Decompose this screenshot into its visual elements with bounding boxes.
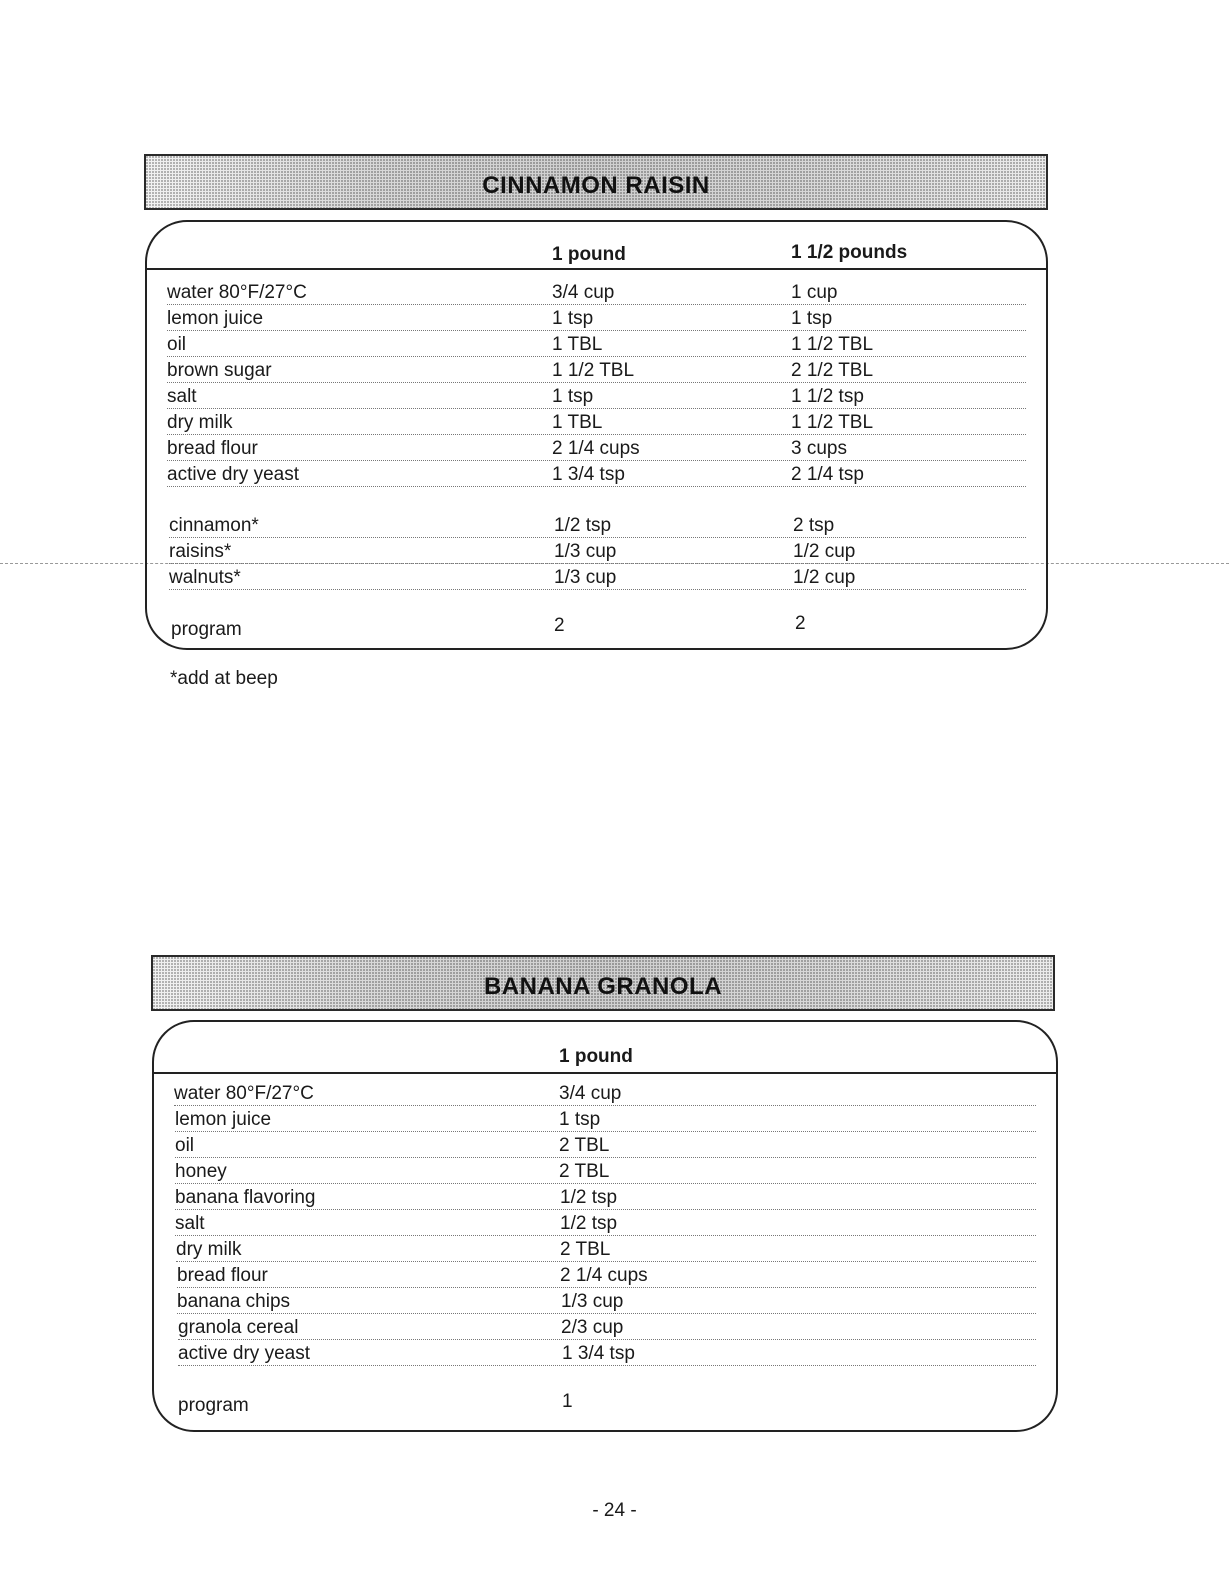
ingredient-row [175,1134,1036,1160]
program-1-pound: 2 [554,615,565,636]
ingredient-name: raisins* [169,541,232,562]
ingredient-name: bread flour [167,438,258,459]
column-header-1-pound: 1 pound [552,244,626,265]
amount-1-5-pounds: 1 tsp [791,308,833,329]
amount-1-pound: 1/3 cup [554,567,617,588]
ingredient-name: banana chips [177,1291,291,1312]
amount-1-pound: 1 3/4 tsp [562,1343,635,1364]
ingredient-name: dry milk [176,1239,242,1260]
amount-1-pound: 1 TBL [552,412,603,433]
ingredient-row [167,385,1026,411]
add-in-row [169,566,1026,592]
program-row [178,1391,1036,1420]
column-header-1-5-pounds: 1 1/2 pounds [791,242,908,263]
add-in-row [169,514,1026,540]
ingredient-row [177,1290,1036,1316]
ingredient-row [178,1316,1036,1342]
ingredient-row [167,307,1026,333]
amount-1-pound: 1 tsp [552,386,594,407]
program-label: program [171,619,242,640]
ingredient-row [175,1160,1036,1186]
ingredient-row [175,1108,1036,1134]
amount-1-pound: 1/2 tsp [554,515,612,536]
program-1-5-pounds: 2 [795,613,806,634]
program-1-pound: 1 [562,1391,573,1412]
footnote: *add at beep [170,668,278,689]
ingredient-row [167,463,1026,489]
amount-1-pound: 2 TBL [559,1135,610,1156]
amount-1-5-pounds: 2 tsp [793,515,835,536]
amount-1-pound: 1 tsp [552,308,594,329]
amount-1-pound: 1 TBL [552,334,603,355]
ingredient-row [176,1238,1036,1264]
ingredient-name: water 80°F/27°C [174,1083,314,1104]
ingredient-row [174,1082,1036,1108]
amount-1-pound: 1 1/2 TBL [552,360,635,381]
ingredient-name: water 80°F/27°C [167,282,307,303]
amount-1-pound: 1/3 cup [561,1291,624,1312]
header-divider [154,1072,1056,1074]
ingredient-name: oil [175,1135,195,1156]
recipe-title: BANANA GRANOLA [483,973,723,1000]
amount-1-pound: 2 1/4 cups [552,438,640,459]
amount-1-pound: 3/4 cup [552,282,615,303]
amount-1-pound: 1 3/4 tsp [552,464,625,485]
amount-1-5-pounds: 1 1/2 tsp [791,386,864,407]
amount-1-pound: 2 TBL [559,1161,610,1182]
column-header-1-pound: 1 pound [559,1046,633,1067]
ingredient-name: brown sugar [167,360,272,381]
recipe-card-cinnamon-raisin [145,220,1048,650]
ingredient-row [167,359,1026,385]
ingredient-name: active dry yeast [167,464,299,485]
amount-1-pound: 3/4 cup [559,1083,622,1104]
ingredient-row [167,333,1026,359]
recipe-banner-banana-granola [151,955,1055,1011]
amount-1-pound: 1 tsp [559,1109,601,1130]
ingredient-row [177,1264,1036,1290]
ingredient-row [178,1342,1036,1368]
ingredient-name: honey [175,1161,227,1182]
ingredient-name: granola cereal [178,1317,299,1338]
amount-1-5-pounds: 1/2 cup [793,541,856,562]
amount-1-pound: 1/2 tsp [560,1213,618,1234]
ingredient-name: cinnamon* [169,515,259,536]
recipe-card-banana-granola [152,1020,1058,1432]
amount-1-pound: 2 1/4 cups [560,1265,648,1286]
recipe-title: CINNAMON RAISIN [482,172,710,199]
amount-1-pound: 2/3 cup [561,1317,624,1338]
ingredient-name: dry milk [167,412,233,433]
ingredient-name: oil [167,334,187,355]
ingredient-row [175,1212,1036,1238]
ingredient-row [167,411,1026,437]
header-divider [147,268,1046,270]
ingredient-name: bread flour [177,1265,268,1286]
ingredient-name: active dry yeast [178,1343,310,1364]
amount-1-5-pounds: 3 cups [791,438,847,459]
ingredient-name: banana flavoring [175,1187,316,1208]
amount-1-5-pounds: 1/2 cup [793,567,856,588]
amount-1-pound: 2 TBL [560,1239,611,1260]
amount-1-5-pounds: 2 1/4 tsp [791,464,864,485]
ingredient-name: lemon juice [175,1109,272,1130]
amount-1-pound: 1/2 tsp [560,1187,618,1208]
amount-1-5-pounds: 2 1/2 TBL [791,360,874,381]
ingredient-name: salt [175,1213,205,1234]
page-number: - 24 - [592,1500,637,1521]
ingredient-name: salt [167,386,197,407]
program-row [171,613,1026,644]
ingredient-row [167,281,1026,307]
amount-1-5-pounds: 1 1/2 TBL [791,334,874,355]
ingredient-name: walnuts* [169,567,241,588]
amount-1-pound: 1/3 cup [554,541,617,562]
ingredient-row [167,437,1026,463]
amount-1-5-pounds: 1 cup [791,282,838,303]
recipe-banner-cinnamon-raisin [144,154,1048,210]
program-label: program [178,1395,249,1416]
add-in-row [169,540,1026,566]
amount-1-5-pounds: 1 1/2 TBL [791,412,874,433]
ingredient-row [175,1186,1036,1212]
ingredient-name: lemon juice [167,308,264,329]
